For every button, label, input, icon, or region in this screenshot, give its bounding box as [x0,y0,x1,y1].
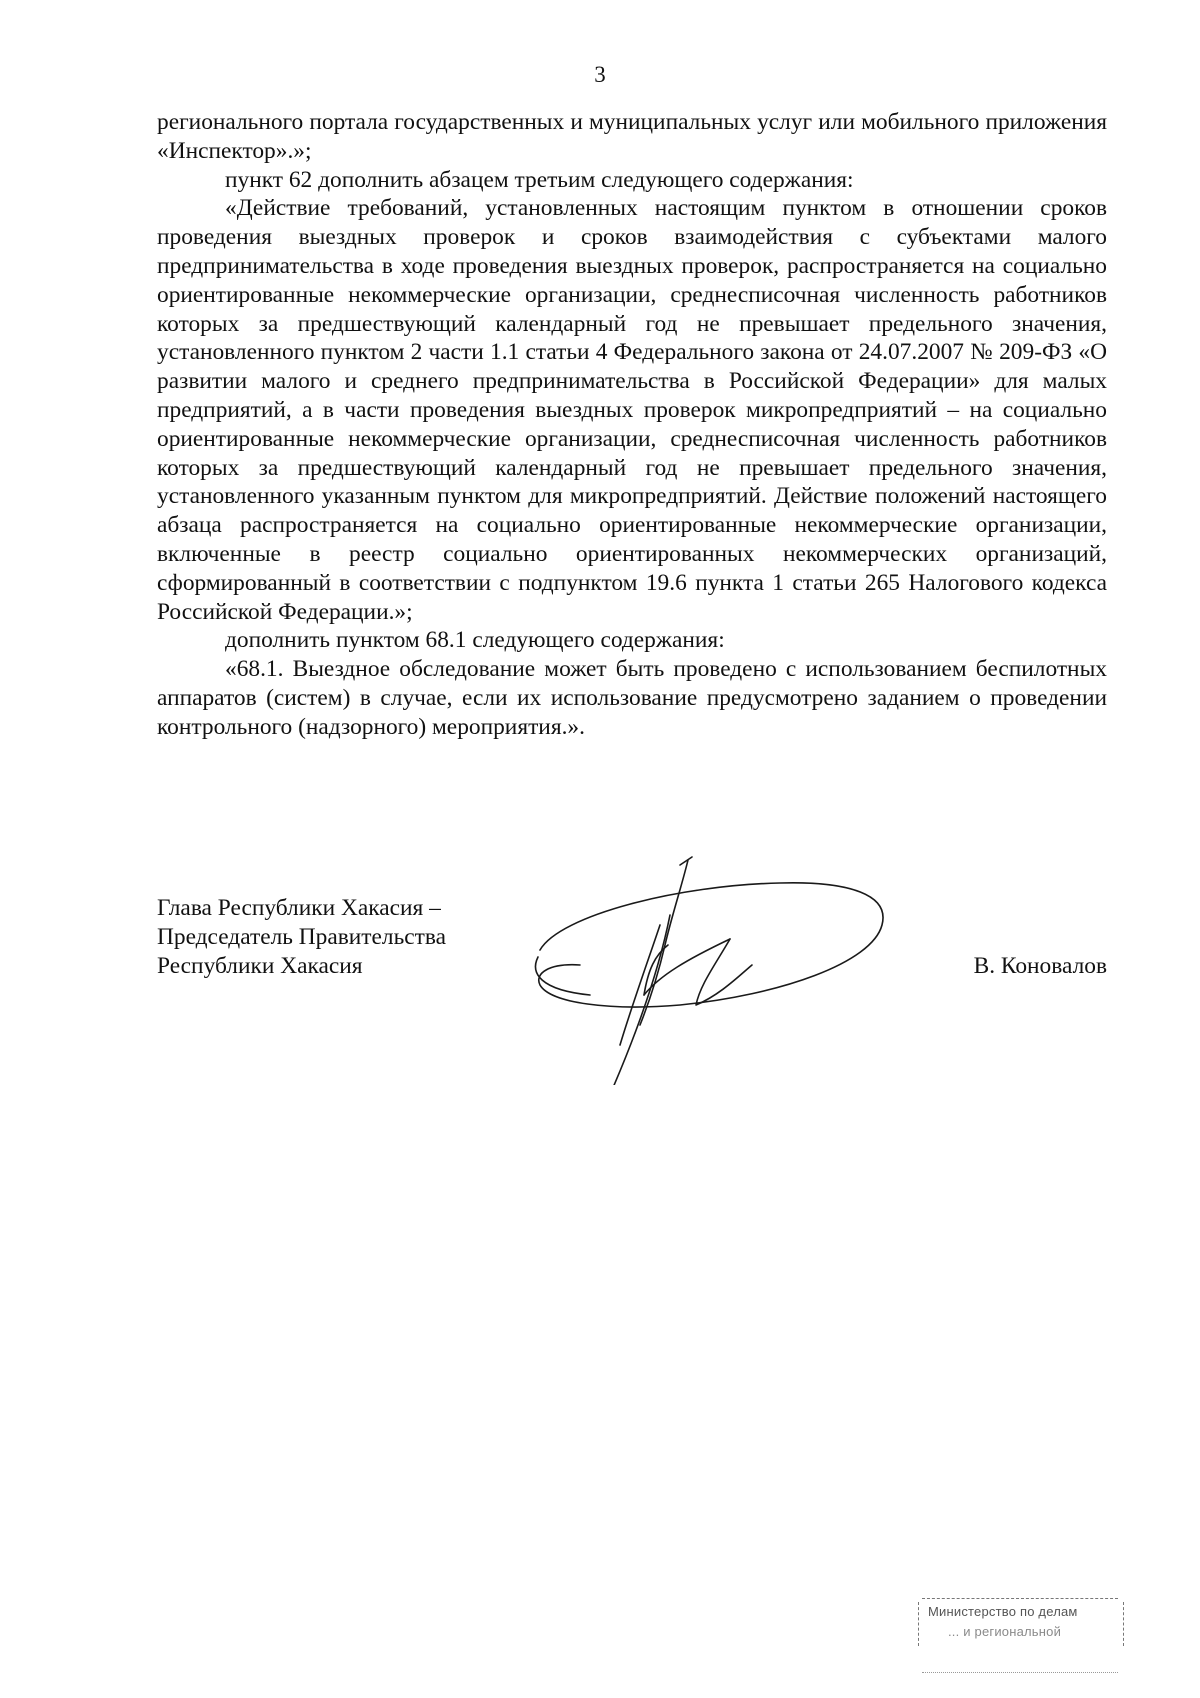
paragraph-amend-62: пункт 62 дополнить абзацем третьим следующего содержания: [225,166,854,193]
signatory-title [157,894,446,981]
paragraph-amend-68-1: дополнить пунктом 68.1 следующего содержания: [225,627,725,654]
stamp-frame-bottom [922,1672,1118,1673]
signatory-title-line: Республики Хакасия [157,953,363,979]
signatory-title-line: Председатель Правительства [157,924,446,950]
stamp-text-line: Министерство по делам [928,1604,1078,1619]
stamp-frame-top [922,1598,1118,1599]
registration-stamp [918,1598,1126,1674]
page-number: 3 [594,62,606,87]
paragraph-requirements: «Действие требований, установленных настоящим пунктом в отношении сроков проведения выездных проверок и сроков взаимодействия с субъектами малого предпринимательства в ходе проведения выездных проверок, распространяется на социально ориентированные некоммерческие организации, среднесписочная численность работников которых за предшествующий календарный год не превышает предельного значения, установленного пунктом 2 части 1.1 статьи 4 Федерального закона от 24.07.2007 № 209-ФЗ «О развитии малого и среднего предпринимательства в Российской Федерации» для малых предприятий, а в части проведения выездных проверок микропредприятий – на социально ориентированные некоммерческие организации, среднесписочная численность работников которых за предшествующий календарный год не превышает предельного значения, установленного указанным пунктом для микропредприятий. Действие положений настоящего абзаца распространяется на социально ориентированные некоммерческие организации, включенные в реестр социально ориентированных некоммерческих организаций, сформированный в соответствии с подпунктом 19.6 пункта 1 статьи 265 Налогового кодекса Российской Федерации.»; [157,195,1107,625]
paragraph-continuation: регионального портала государственных и муниципальных услуг или мобильного приложения «Инспектор».»; [157,109,1107,164]
stamp-frame-left [918,1602,919,1646]
stamp-frame-right [1123,1602,1124,1646]
document-body [157,108,1107,742]
paragraph-68-1-text: «68.1. Выездное обследование может быть проведено с использованием беспилотных аппаратов (систем) в случае, если их использование предусмотрено заданием о проведении контрольного (надзорного) мероприятия.». [157,656,1107,740]
signatory-title-line: Глава Республики Хакасия – [157,895,441,921]
signer-name: В. Коновалов [973,953,1107,979]
stamp-text-line: ... и региональной [948,1624,1062,1639]
handwritten-signature [520,855,900,1085]
